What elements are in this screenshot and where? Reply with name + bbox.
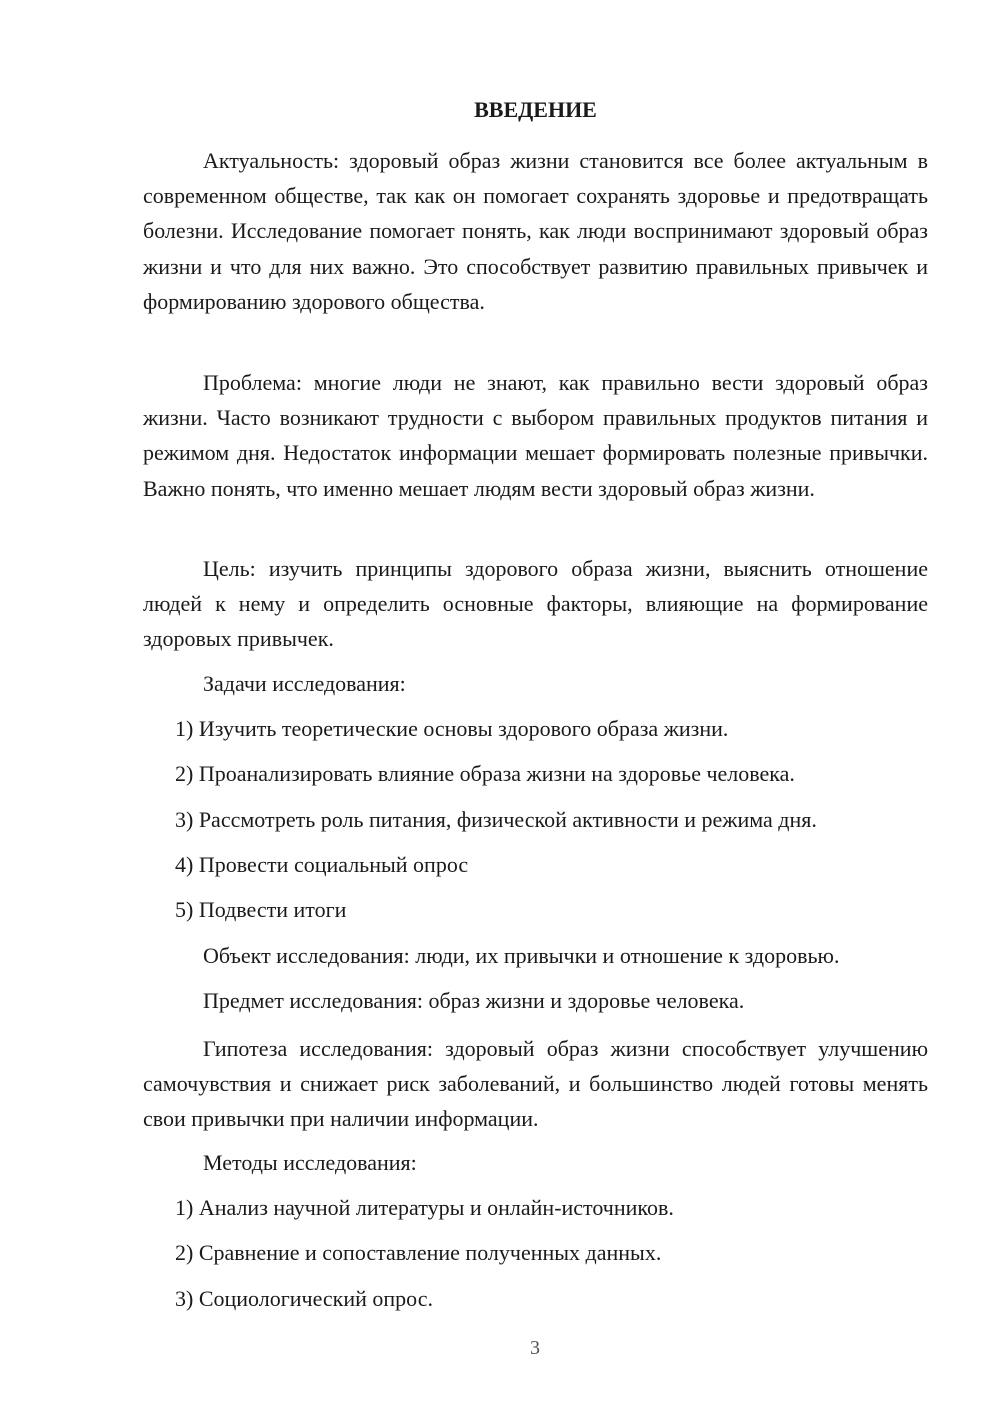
goal-paragraph: Цель: изучить принципы здорового образа жизни, выяснить отношение людей к нему и определить основные факторы, влияющие на формирование здоровых привычек. [143, 556, 928, 652]
task-item: 1) Изучить теоретические основы здорового образа жизни. [175, 716, 729, 741]
task-item: 2) Проанализировать влияние образа жизни на здоровье человека. [175, 761, 795, 786]
method-item: 1) Анализ научной литературы и онлайн-источников. [175, 1195, 674, 1220]
method-item: 2) Сравнение и сопоставление полученных данных. [175, 1240, 662, 1265]
object-line: Объект исследования: люди, их привычки и отношение к здоровью. [203, 943, 840, 968]
page-number: 3 [530, 1337, 540, 1359]
hypothesis-paragraph: Гипотеза исследования: здоровый образ жизни способствует улучшению самочувствия и снижает риск заболеваний, и большинство людей готовы менять свои привычки при наличии информации. [143, 1036, 928, 1132]
subject-line: Предмет исследования: образ жизни и здоровье человека. [203, 988, 745, 1013]
task-item: 5) Подвести итоги [175, 897, 347, 922]
method-item: 3) Социологический опрос. [175, 1286, 433, 1311]
problem-paragraph: Проблема: многие люди не знают, как правильно вести здоровый образ жизни. Часто возникают трудности с выбором правильных продуктов питания и режимом дня. Недостаток информации мешает формировать полезные привычки. Важно понять, что именно мешает людям вести здоровый образ жизни. [143, 370, 928, 501]
tasks-label: Задачи исследования: [203, 671, 406, 696]
page-title: ВВЕДЕНИЕ [474, 97, 597, 122]
methods-label: Методы исследования: [203, 1150, 417, 1175]
task-item: 4) Провести социальный опрос [175, 852, 469, 877]
relevance-paragraph: Актуальность: здоровый образ жизни становится все более актуальным в современном обществе, так как он помогает сохранять здоровье и предотвращать болезни. Исследование помогает понять, как люди воспринимают здоровый образ жизни и что для них важно. Это способствует развитию правильных привычек и формированию здорового общества. [143, 148, 928, 314]
task-item: 3) Рассмотреть роль питания, физической активности и режима дня. [175, 807, 817, 832]
